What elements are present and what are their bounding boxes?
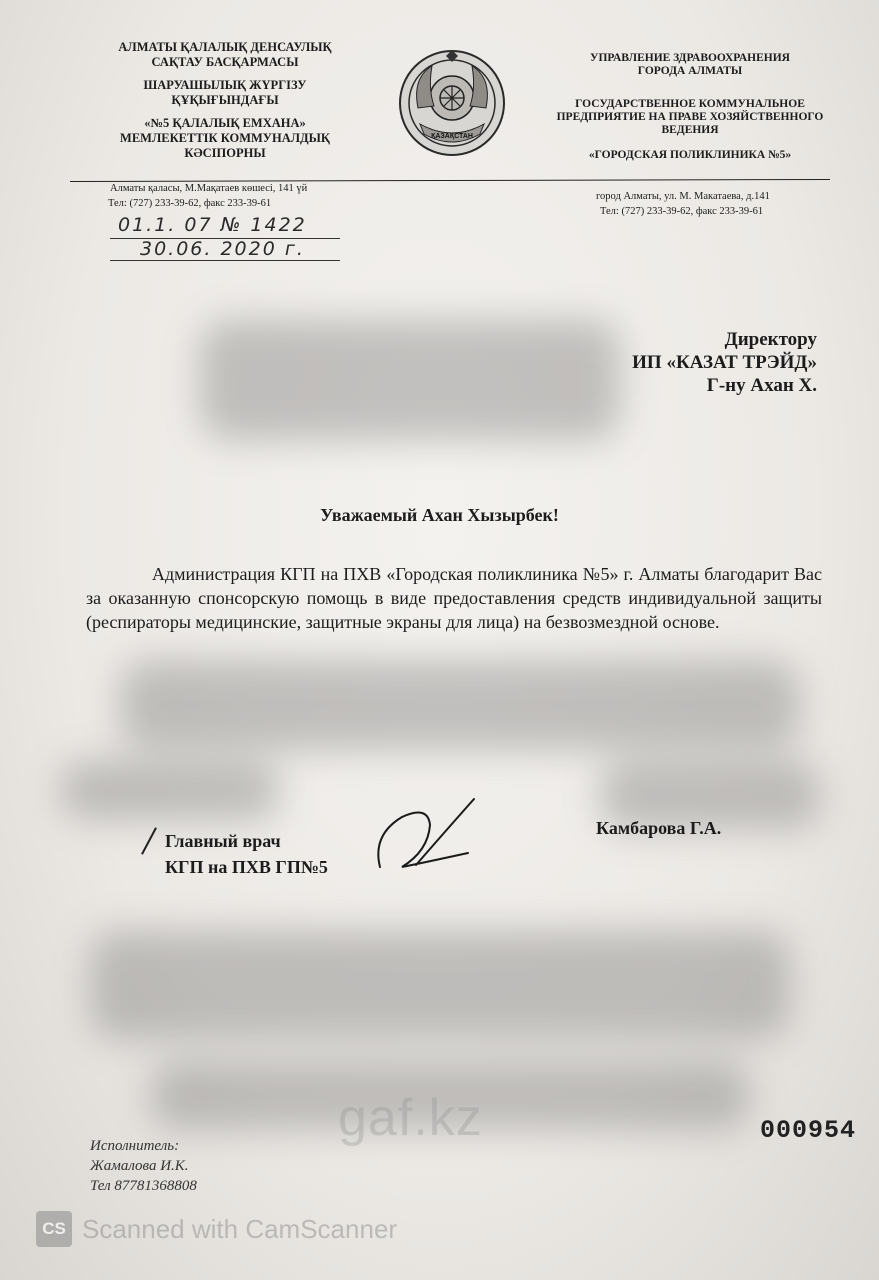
address-left: Алматы қаласы, М.Мақатаев көшесі, 141 үй <box>110 183 308 194</box>
header-right-line: ГОСУДАРСТВЕННОЕ КОММУНАЛЬНОЕ <box>575 98 805 110</box>
header-left-line: «№5 ҚАЛАЛЫҚ ЕМХАНА» <box>144 116 306 130</box>
header-right-line: «ГОРОДСКАЯ ПОЛИКЛИНИКА №5» <box>588 149 792 161</box>
executor-block <box>90 1136 197 1196</box>
background-pattern <box>90 930 790 1040</box>
background-pattern <box>60 760 280 820</box>
addressee-line: ИП «КАЗАТ ТРЭЙД» <box>632 352 817 373</box>
scanner-footer <box>36 1211 397 1247</box>
letter-body: Администрация КГП на ПХВ «Городская поликлиника №5» г. Алматы благодарит Вас за оказанную спонсорскую помощь в виде предоставления средств индивидуальной защиты (респираторы медицинские, защитные экраны для лица) на безвозмездной основе. <box>86 564 822 632</box>
registration-number: 01.1. 07 № 1422 <box>118 214 307 236</box>
camscanner-icon: CS <box>36 1211 72 1247</box>
emblem-text: ҚАЗАҚСТАН <box>431 133 473 140</box>
slash-mark <box>141 827 157 854</box>
header-right-line: ВЕДЕНИЯ <box>661 124 719 136</box>
header-left <box>95 40 355 161</box>
signatory-name: Камбарова Г.А. <box>596 818 722 838</box>
addressee-line: Директору <box>724 329 817 350</box>
watermark: gaf.kz <box>338 1089 483 1147</box>
header-right-line: ГОРОДА АЛМАТЫ <box>637 65 743 77</box>
header-left-line: САҚТАУ БАСҚАРМАСЫ <box>151 55 299 69</box>
kazakhstan-emblem-icon <box>398 48 506 158</box>
registration-date: 30.06. 2020 г. <box>140 238 305 260</box>
header-left-line: АЛМАТЫ ҚАЛАЛЫҚ ДЕНСАУЛЫҚ <box>118 40 332 54</box>
phone-right: Тел: (727) 233-39-62, факс 233-39-61 <box>600 206 764 217</box>
serial-number: 000954 <box>760 1116 857 1145</box>
header-left-line: КӘСІПОРНЫ <box>184 146 266 160</box>
header-left-line: ҚҰҚЫҒЫНДАҒЫ <box>171 93 279 107</box>
header-right <box>545 52 835 162</box>
handwritten-signature <box>372 795 482 877</box>
addressee-block <box>632 328 817 397</box>
registration-line <box>110 260 340 261</box>
address-right: город Алматы, ул. М. Макатаева, д.141 <box>596 191 770 202</box>
phone-left: Тел: (727) 233-39-62, факс 233-39-61 <box>108 198 272 209</box>
signatory-title <box>165 828 328 880</box>
header-left-line: ШАРУАШЫЛЫҚ ЖҮРГІЗУ <box>143 78 307 92</box>
greeting: Уважаемый Ахан Хызырбек! <box>320 505 559 525</box>
scanner-text: Scanned with CamScanner <box>82 1213 398 1244</box>
addressee-line: Г-ну Ахан Х. <box>706 375 817 396</box>
executor-label: Исполнитель: <box>90 1138 180 1154</box>
background-pattern <box>200 320 620 440</box>
header-right-line: УПРАВЛЕНИЕ ЗДРАВООХРАНЕНИЯ <box>590 52 790 64</box>
signatory-title-line: Главный врач <box>165 831 281 851</box>
executor-name: Жамалова И.К. <box>90 1158 189 1174</box>
executor-phone: Тел 87781368808 <box>90 1178 197 1194</box>
header-left-line: МЕМЛЕКЕТТІК КОММУНАЛДЫҚ <box>120 131 330 145</box>
background-pattern <box>120 660 800 750</box>
header-right-line: ПРЕДПРИЯТИЕ НА ПРАВЕ ХОЗЯЙСТВЕННОГО <box>556 111 824 123</box>
signatory-title-line: КГП на ПХВ ГП№5 <box>165 857 328 877</box>
